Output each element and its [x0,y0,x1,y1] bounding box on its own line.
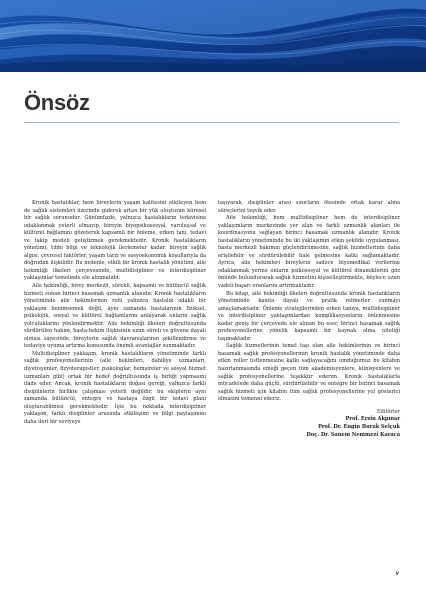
paragraph: Multidisipliner yaklaşım, kronik hastalıkların yönetiminde farklı sağlık profesyonellerinin (aile hekimleri, dahiliye uzmanları, diyetisyenler, fizyoterapistler, psikologlar, hemşireler ve sosyal hizmet uzmanları gibi) ortak bir hedef doğrultusunda iş birliği yapmasını ifade eder. Ancak, kronik hastalıkların doğası gereği, yalnızca farklı disiplinlerin birlikte çalışması yeterli değildir; bu ekiplerin aynı zamanda bütüncül, entegre ve hastaya özgü bir tedavi planı oluşturabilmesi gerekmektedir. İşte bu noktada interdisipliner yaklaşım, farklı disiplinler arasında etkileşimi ve bilgi paylaşımını daha ileri bir seviyeye [24,350,206,425]
editor-name: Prof. Ersin Akpınar [345,416,400,423]
paragraph: Aile hekimliği, birey merkezli, sürekli, kapsamlı ve bütüncül sağlık hizmeti sunan birinci basamak uzmanlık alanıdır. Kronik hastalıkların yönetiminde aile hekimlerinin rolü yalnızca hastalık odaklı bir yaklaşım benimsemek değil, aynı zamanda hastalarının fiziksel, psikolojik, sosyal ve kültürel bağlamlarını anlayarak onların sağlık yolculuklarını yönlendirmektir. Aile hekimliği ilkeleri doğrultusunda sürdürülen hakim, hasta-hekim ilişkisinin uzun süreli ve güvene dayalı olması sayesinde, bireylerin sağlık davranışlarının şekillendirme ve tedaviye uyuma artırma konusunda önemli avantajlar sunmaktadır. [24,283,206,350]
paragraph: taşıyarak, disiplinler arası sınırların ötesinde ortak karar alma süreçlerini teşvik eder. [218,200,400,214]
page-title: Önsöz [24,90,90,115]
title-divider [24,122,399,123]
banner-waves-graphic [0,0,426,72]
paragraph: Bu kitap, aile hekimliği ilkeleri doğrultusunda kronik hastalıkların yönetiminde kanıta dayalı ve pratik rehberler sunmayı amaçlamaktadır. Önleme stratejilerinden erken tanıya, multidisipliner ve interdisipliner yaklaşımlardan komplikasyonların önlenmesine kadar geniş bir çerçevede ele alınan bu eser, birinci basamak sağlık profesyonellerine yönelik kapsamlı bir kaynak olma niteliği taşımaktadır. [218,290,400,342]
paragraph: Kronik hastalıklar, hem bireylerin yaşam kalitesini etkileyen hem de sağlık sistemleri üzerinde giderek artan bir yük oluşturan küresel bir sağlık sorunudur. Günümüzde, yalnızca hastalıkların tedavisine odaklanmak yeterli olmayıp, bireyin biyopsikososyal, varoluşsal ve kültürel bağlamını gözeterek kapsamlı bir önleme, erken tanı, tedavi ve takip modeli geliştirmek gerekmektedir. Kronik hastalıkların yönetimi, tıbbi bilgi ve teknolojik ilerlemeler kadar, bireyin sağlık algısı, çevresel faktörler, yaşam tarzı ve sosyoekonomik koşullarıyla da doğrudan ilişkilidir. Bu nedenle, etkili bir kronik hastalık yönetimi, aile hekimliği ilkeleri çerçevesinde, multidisipliner ve interdisipliner yaklaşımlar temelinde ele alınmalıdır. [24,200,206,282]
paragraph: Sağlık hizmetlerinin temel taşı olan aile hekimlerinin ve birinci basamak sağlık profesyonellerinin kronik hastalık yönetiminde daha etkin roller üstlenmesine katkı sağlayacağını umduğumuz bu kitabın hazırlanmasında emeği geçen tüm akademisyenlere, klinisyenlere ve sağlık profesyonellerine teşekkür ederim. Kronik hastalıklarla mücadelede daha güçlü, sürdürülebilir ve entegre bir birinci basamak sağlık hizmeti için kitabın tüm sağlık profesyonellerine yol gösterici olmasını temenni ederiz. [218,343,400,403]
header-banner [0,0,426,72]
editor-name: Doç. Dr. Sanem Nemmezi Karaca [306,431,400,438]
right-text-column [218,200,400,439]
left-text-column [24,200,206,426]
editor-name: Prof. Dr. Engin Burak Selçuk [318,423,400,430]
editors-heading: Editörler [376,408,400,415]
page-number: v [395,571,399,577]
editors-block [218,409,400,439]
paragraph: Aile hekimliği, hem multidisipliner hem de interdisipliner yaklaşımların merkezinde yer alan ve farklı uzmanlık alanları ile koordinasyonu sağlayan birinci basamak uzmanlık alanıdır. Kronik hastalıkların yönetiminde bu iki yaklaşımın etkin şekilde uygulanması, hasta merkezli bakımın güçlendirilmesine, sağlık hizmetlerinin daha erişilebilir ve sürdürülebilir hale gelmesine katkı sağlamaktadır. Ayrıca, aile hekimleri bireylerin sadece biyomedikal verilerine odaklanmak yerine onların psikososyal ve kültürel dinamiklerini göz önünde bulundurarak sağlık hizmetini kişiselleştirmekte, böylece uzun vadeli başarı oranlarını artırmaktadır. [218,215,400,290]
